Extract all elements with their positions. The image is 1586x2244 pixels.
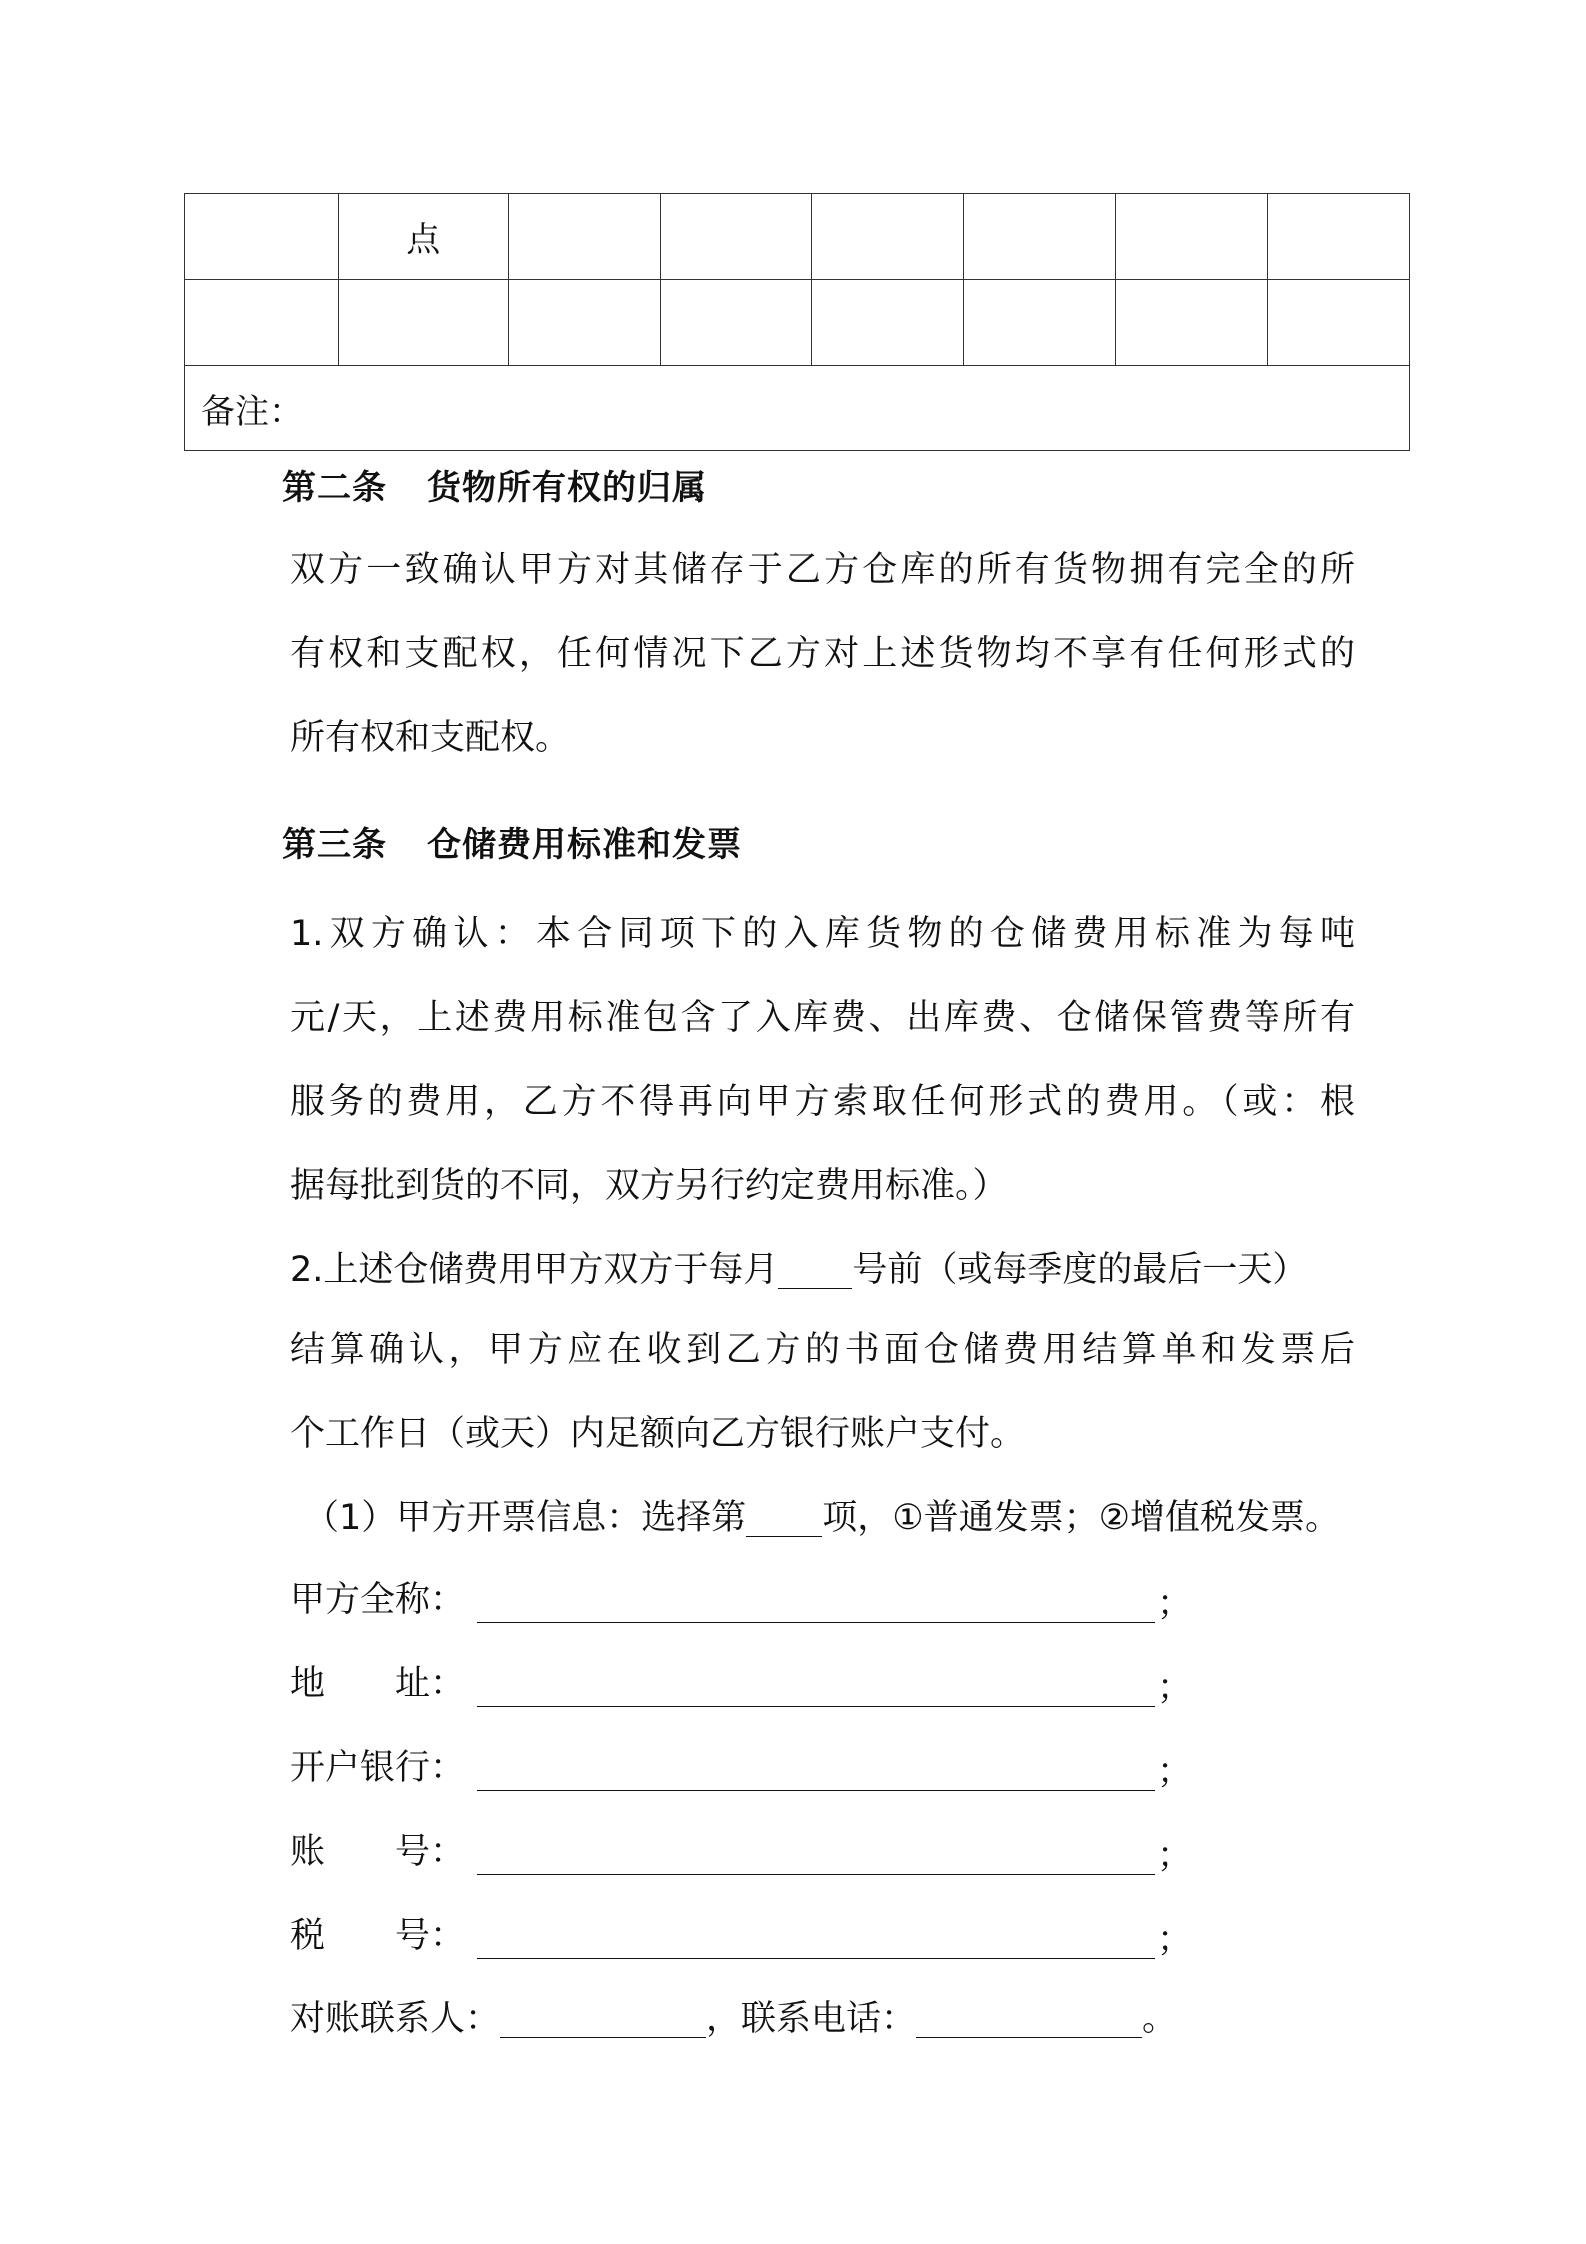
- paragraph-line: 个工作日（或天）内足额向乙方银行账户支付。: [290, 1414, 1026, 1454]
- table-cell: [508, 194, 660, 280]
- field-end: ；: [1157, 1836, 1193, 1876]
- item-2-text-a: 2.上述仓储费用甲方双方于每月: [290, 1250, 779, 1290]
- contact-label: 对账联系人：: [290, 1999, 501, 2039]
- field-label-bank: 开户银行：: [290, 1748, 466, 1788]
- invoice-text-a: （1）甲方开票信息：选择第: [304, 1498, 747, 1538]
- table-cell: [1116, 280, 1268, 366]
- address-field[interactable]: [477, 1706, 1155, 1707]
- field-label-address: 地 址：: [290, 1664, 466, 1704]
- field-label-party-a-name: 甲方全称：: [290, 1580, 466, 1620]
- paragraph-line: 结算确认，甲方应在收到乙方的书面仓储费用结算单和发票后: [290, 1330, 1355, 1370]
- contact-end: 。: [1142, 1999, 1178, 2039]
- table-cell: [508, 280, 660, 366]
- article-3-title: 仓储费用标准和发票: [427, 825, 742, 865]
- table-cell: [660, 194, 812, 280]
- table-cell: [185, 194, 339, 280]
- paragraph-line: 有权和支配权，任何情况下乙方对上述货物均不享有任何形式的: [290, 634, 1355, 674]
- table-cell: [185, 280, 339, 366]
- day-blank[interactable]: [778, 1248, 852, 1289]
- paragraph-line: 服务的费用，乙方不得再向甲方索取任何形式的费用。（或：根: [290, 1082, 1355, 1122]
- storage-table: [184, 193, 1410, 451]
- invoice-info-line: [304, 1496, 1340, 1540]
- table-row: [185, 194, 1410, 280]
- table-cell: [964, 194, 1116, 280]
- invoice-option-blank[interactable]: [746, 1496, 822, 1537]
- contact-person-field[interactable]: [500, 1997, 706, 2038]
- paragraph-line: 元/天，上述费用标准包含了入库费、出库费、仓储保管费等所有: [290, 998, 1355, 1038]
- paragraph-line: 所有权和支配权。: [290, 718, 571, 758]
- article-2-body: [290, 528, 1355, 780]
- field-label-account: 账 号：: [290, 1832, 466, 1872]
- table-cell: [660, 280, 812, 366]
- field-end: ；: [1157, 1752, 1193, 1792]
- table-cell: [812, 194, 964, 280]
- field-end: ；: [1157, 1584, 1193, 1624]
- table-row: [185, 280, 1410, 366]
- table-row-note: [185, 366, 1410, 451]
- article-2-title: 货物所有权的归属: [427, 468, 707, 508]
- phone-label: ，联系电话：: [706, 1999, 917, 2039]
- article-3-heading: [282, 825, 742, 865]
- contact-line: [290, 1997, 1177, 2041]
- account-field[interactable]: [477, 1874, 1155, 1875]
- note-label: 备注：: [185, 366, 1410, 451]
- table-cell: [1268, 194, 1410, 280]
- paragraph-line: 1.双方确认：本合同项下的入库货物的仓储费用标准为每吨: [290, 914, 1355, 954]
- paragraph-line: 双方一致确认甲方对其储存于乙方仓库的所有货物拥有完全的所: [290, 550, 1355, 590]
- tax-id-field[interactable]: [477, 1958, 1155, 1959]
- invoice-text-b: 项，①普通发票；②增值税发票。: [822, 1498, 1341, 1538]
- table-cell: [1268, 280, 1410, 366]
- field-end: ；: [1157, 1668, 1193, 1708]
- paragraph-line: 据每批到货的不同，双方另行约定费用标准。）: [290, 1166, 1008, 1206]
- table-cell: 点: [338, 194, 508, 280]
- field-end: ；: [1157, 1920, 1193, 1960]
- table-cell: [812, 280, 964, 366]
- field-label-tax-id: 税 号：: [290, 1916, 466, 1956]
- table-cell: [338, 280, 508, 366]
- table-cell: [964, 280, 1116, 366]
- article-3-item-2-body: [290, 1308, 1355, 1476]
- article-3-item-1: [290, 892, 1355, 1228]
- article-2-number: 第二条: [282, 468, 387, 508]
- article-3-number: 第三条: [282, 825, 387, 865]
- party-a-name-field[interactable]: [477, 1622, 1155, 1623]
- bank-field[interactable]: [477, 1790, 1155, 1791]
- article-3-item-2-first-line: [290, 1248, 1307, 1292]
- item-2-text-b: 号前（或每季度的最后一天）: [852, 1250, 1308, 1290]
- phone-field[interactable]: [916, 1997, 1142, 2038]
- table-cell: [1116, 194, 1268, 280]
- article-2-heading: [282, 468, 707, 508]
